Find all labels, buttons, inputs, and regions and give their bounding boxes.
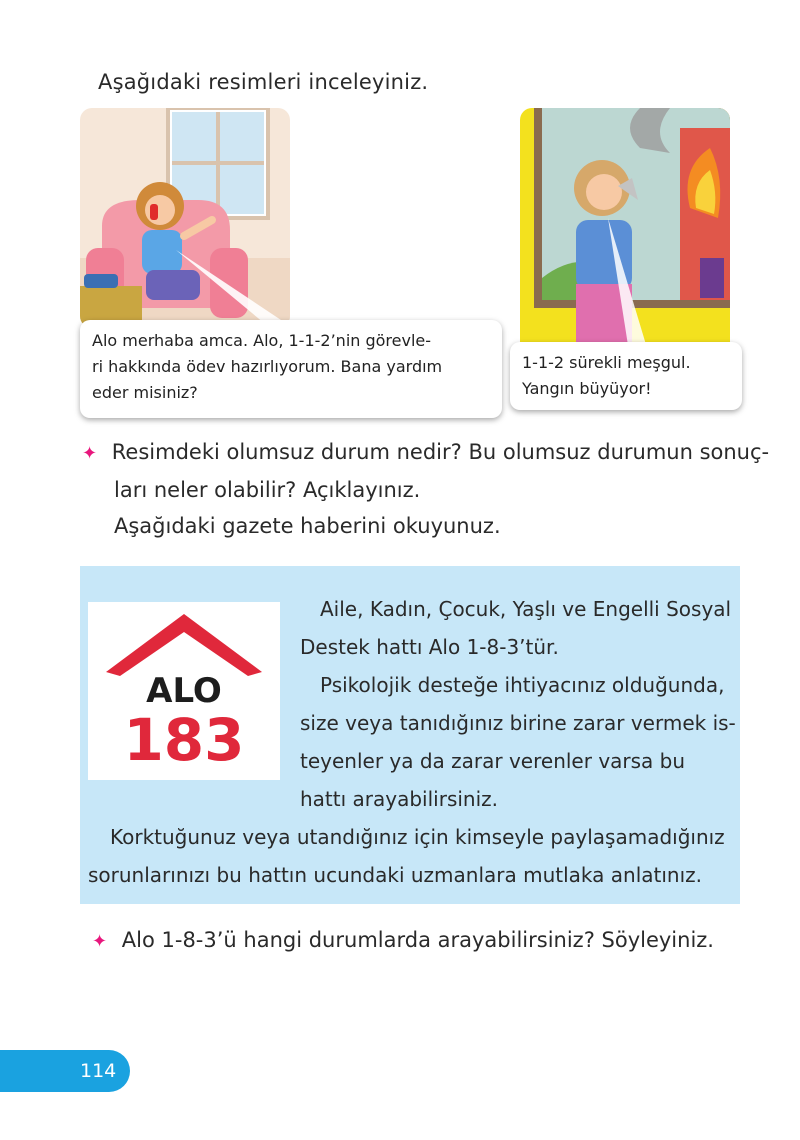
news-line-5: teyenler ya da zarar verenler varsa bu [300,749,686,773]
news-line-6: hattı arayabilirsiniz. [300,787,499,811]
page-number-tab [0,1050,130,1092]
question-1-line-1: Resimdeki olumsuz durum nedir? Bu olumsuz durumun sonuç- [111,440,770,464]
roof-icon [106,614,262,676]
news-line-3: Psikolojik desteğe ihtiyacınız olduğunda, [320,673,725,697]
bubble-left-line-2: ri hakkında ödev hazırlıyorum. Bana yardım [92,357,443,376]
news-text-right [300,590,736,818]
news-line-8: sorunlarınızı bu hattın ucundaki uzmanlara mutlaka anlatınız. [88,863,702,887]
news-line-2: Destek hattı Alo 1-8-3’tür. [300,635,559,659]
news-line-1: Aile, Kadın, Çocuk, Yaşlı ve Engelli Sosyal [320,597,732,621]
speech-bubble-left [80,320,502,418]
star-bullet-icon: ✦ [92,931,108,952]
question-2-text: Alo 1-8-3’ü hangi durumlarda arayabilirsiniz? Söyleyiniz. [121,928,714,952]
page-number: 114 [80,1060,117,1082]
bubble-left-line-1: Alo merhaba amca. Alo, 1-1-2’nin görevle- [92,331,432,350]
intro-text: Aşağıdaki resimleri inceleyiniz. [98,70,429,94]
star-bullet-icon: ✦ [82,443,98,464]
speech-bubble-right [510,342,742,410]
question-1-line-2: ları neler olabilir? Açıklayınız. [114,478,421,502]
logo-number: 183 [123,706,245,774]
bubble-right-line-1: 1-1-2 sürekli meşgul. [522,353,691,372]
news-line-4: size veya tanıdığınız birine zarar vermek is- [300,711,736,735]
question-2 [92,922,714,960]
news-line-7: Korktuğunuz veya utandığınız için kimseyle paylaşamadığınız [110,825,725,849]
bubble-left-line-3: eder misiniz? [92,383,198,402]
illustration-girl-calling [80,108,290,328]
logo-word: ALO [146,671,222,711]
illustration-fire-call [520,108,730,358]
news-text-full [88,818,730,894]
alo-183-logo [88,602,280,780]
bubble-right-line-2: Yangın büyüyor! [522,379,652,398]
question-1 [82,434,770,544]
question-1-line-3: Aşağıdaki gazete haberini okuyunuz. [114,514,501,538]
